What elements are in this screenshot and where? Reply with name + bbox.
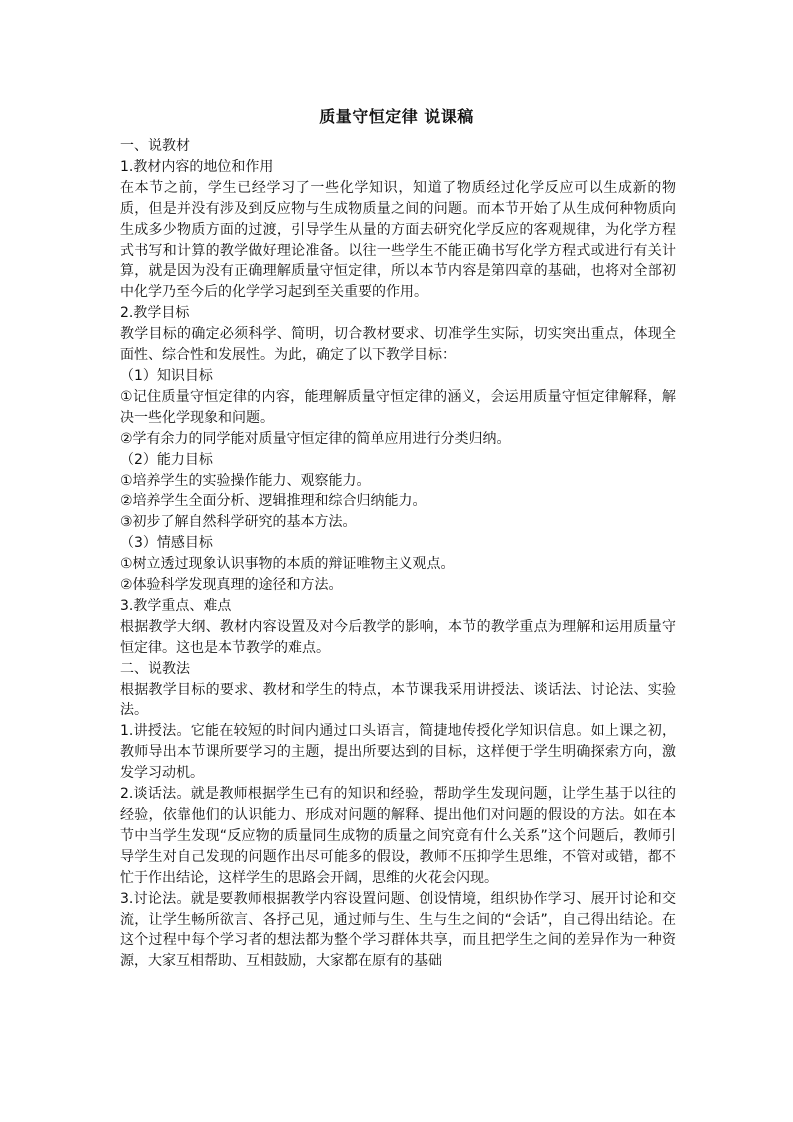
list-item: ③初步了解自然科学研究的基本方法。 [120,514,357,531]
body-paragraph: 根据教学目标的要求、教材和学生的特点，本节课我采用讲授法、谈话法、讨论法、实验法。 [120,681,676,719]
list-item: ②学有余力的同学能对质量守恒定律的简单应用进行分类归纳。 [120,430,511,447]
section-heading: 二、说教法 [120,660,190,677]
list-item: ①记住质量守恒定律的内容，能理解质量守恒定律的涵义，会运用质量守恒定律解释，解决一些化学现象和问题。 [120,388,676,426]
subsection-heading: 1.教材内容的地位和作用 [120,158,274,175]
body-paragraph: 1.讲授法。它能在较短的时间内通过口头语言，简捷地传授化学知识信息。如上课之初，教师导出本节课所要学习的主题，提出所要达到的目标，这样便于学生明确探索方向，激发学习动机。 [120,723,676,782]
subsection-heading: 2.教学目标 [120,305,190,322]
body-paragraph: 2.谈话法。就是教师根据学生已有的知识和经验，帮助学生发现问题，让学生基于以往的经验，依靠他们的认识能力、形成对问题的解释、提出他们对问题的假设的方法。如在本节中当学生发现“反应物的质量同生成物的质量之间究竟有什么关系”这个问题后，教师引导学生对自己发现的问题作出尽可能多的假设，教师不压抑学生思维，不管对或错，都不忙于作出结论，这样学生的思路会开阔，思维的火花会闪现。 [120,786,676,886]
body-paragraph: 教学目标的确定必须科学、简明，切合教材要求、切准学生实际，切实突出重点，体现全面性、综合性和发展性。为此，确定了以下教学目标： [120,326,676,364]
list-item: ①培养学生的实验操作能力、观察能力。 [120,472,371,489]
document-body [120,136,676,972]
goal-heading: （1）知识目标 [120,367,213,384]
subsection-heading: 3.教学重点、难点 [120,597,232,614]
goal-heading: （3）情感目标 [120,535,213,552]
document-title: 质量守恒定律 说课稿 [319,107,474,126]
goal-heading: （2）能力目标 [120,451,213,468]
section-heading: 一、说教材 [120,138,190,154]
body-paragraph: 3.讨论法。就是要教师根据教学内容设置问题、创设情境，组织协作学习、展开讨论和交流，让学生畅所欲言、各抒己见，通过师与生、生与生之间的“会话”，自己得出结论。在这个过程中每个学习者的想法都为整个学习群体共享，而且把学生之间的差异作为一种资源，大家互相帮助、互相鼓励，大家都在原有的基础 [120,890,676,970]
body-paragraph: 在本节之前，学生已经学习了一些化学知识，知道了物质经过化学反应可以生成新的物质，但是并没有涉及到反应物与生成物质量之间的问题。而本节开始了从生成何种物质向生成多少物质方面的过渡，引导学生从量的方面去研究化学反应的客观规律，为化学方程式书写和计算的教学做好理论准备。以往一些学生不能正确书写化学方程式或进行有关计算，就是因为没有正确理解质量守恒定律，所以本节内容是第四章的基础，也将对全部初中化学乃至今后的化学学习起到至关重要的作用。 [120,179,676,301]
list-item: ②体验科学发现真理的途径和方法。 [120,577,343,594]
list-item: ②培养学生全面分析、逻辑推理和综合归纳能力。 [120,493,427,510]
body-paragraph: 根据教学大纲、教材内容设置及对今后教学的影响，本节的教学重点为理解和运用质量守恒定律。这也是本节教学的难点。 [120,618,676,656]
list-item: ①树立透过现象认识事物的本质的辩证唯物主义观点。 [120,556,455,573]
